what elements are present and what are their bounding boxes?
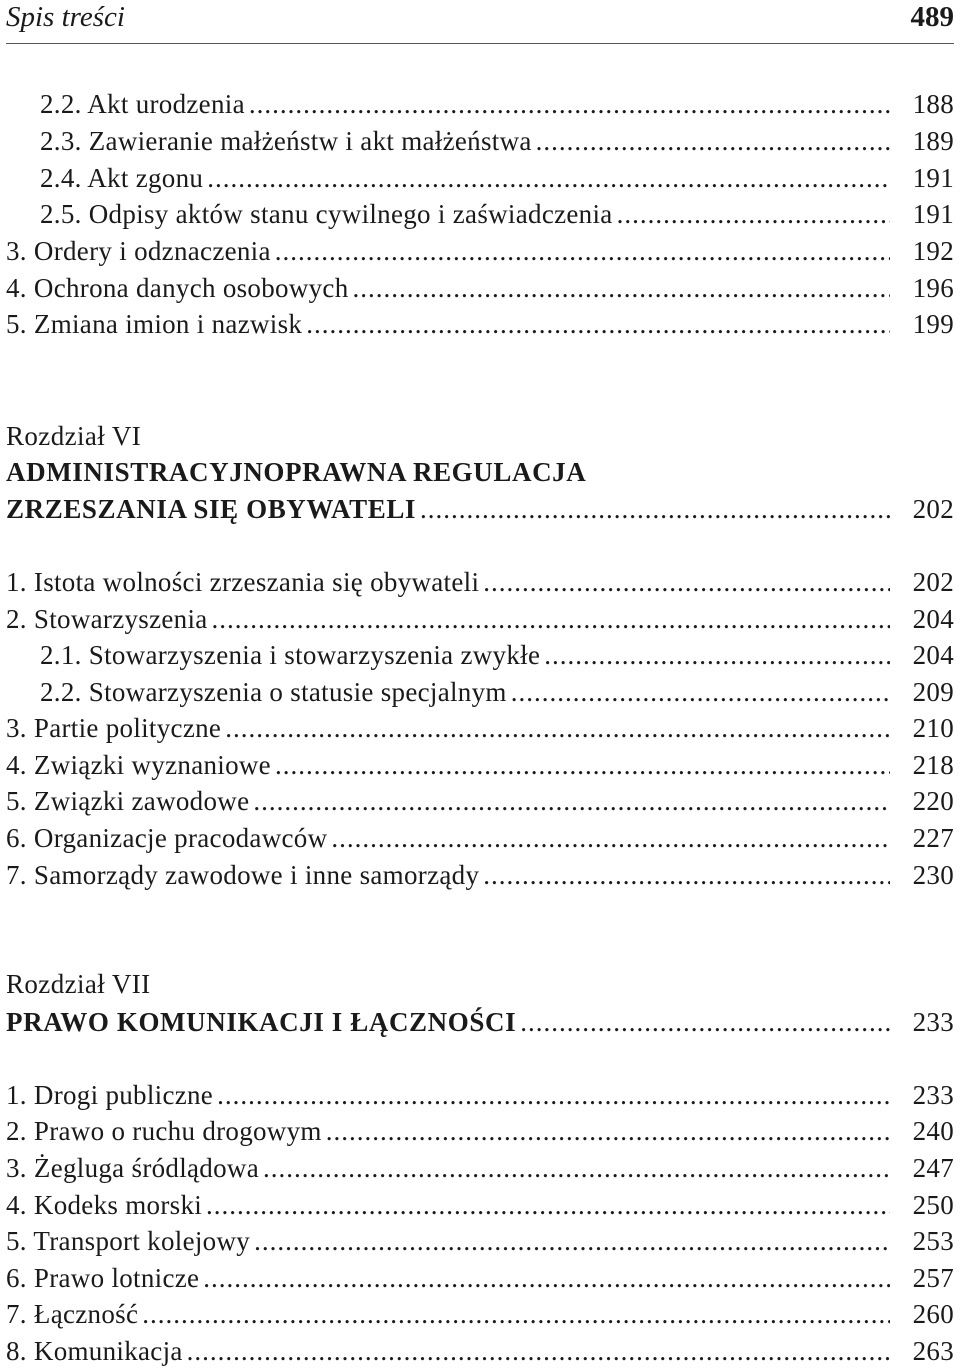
toc-leader-dots [511, 674, 890, 710]
chapter-title-entry [6, 491, 954, 527]
toc-leader-dots [206, 1187, 890, 1223]
toc-leader-dots [225, 710, 890, 746]
toc-entry [6, 1150, 954, 1186]
toc-entry-page: 247 [912, 1153, 954, 1183]
toc-leader-dots [420, 491, 890, 527]
toc-entry-text: 5. Transport kolejowy [6, 1226, 251, 1256]
toc-entry-text: 2.2. Stowarzyszenia o statusie specjalnym [40, 677, 507, 707]
toc-leader-dots [142, 1296, 890, 1332]
toc-leader-dots [544, 637, 890, 673]
toc-entry [6, 1296, 954, 1332]
toc-entry-page: 210 [912, 713, 954, 743]
toc-entry-text: 4. Ochrona danych osobowych [6, 273, 349, 303]
toc-entry [40, 674, 954, 710]
toc-entry-page: 227 [912, 823, 954, 853]
toc-entry-text: 4. Kodeks morski [6, 1190, 203, 1220]
toc-entry-text: 6. Prawo lotnicze [6, 1263, 200, 1293]
toc-entry-page: 230 [912, 860, 954, 890]
toc-entry-text: 1. Drogi publiczne [6, 1080, 214, 1110]
toc-entry-text: 2.4. Akt zgonu [40, 163, 204, 193]
toc-leader-dots [520, 1004, 890, 1040]
toc-leader-dots [331, 820, 890, 856]
chapter-label: Rozdział VI [6, 421, 142, 451]
toc-leader-dots [207, 160, 890, 196]
toc-entry-page: 250 [912, 1190, 954, 1220]
toc-leader-dots [617, 196, 890, 232]
toc-entry-page: 260 [912, 1299, 954, 1329]
toc-leader-dots [483, 857, 890, 893]
chapter-title-entry [6, 1004, 954, 1040]
toc-leader-dots [326, 1113, 890, 1149]
toc-entry-text: 2.3. Zawieranie małżeństw i akt małżeństwa [40, 126, 532, 156]
toc-entry-page: 240 [912, 1116, 954, 1146]
toc-leader-dots [275, 233, 890, 269]
toc-entry-text: 3. Partie polityczne [6, 713, 222, 743]
toc-entry-text: 7. Samorządy zawodowe i inne samorządy [6, 860, 480, 890]
toc-entry-page: 220 [912, 786, 954, 816]
toc-entry-text: 5. Zmiana imion i nazwisk [6, 309, 303, 339]
toc-leader-dots [306, 306, 890, 342]
toc-leader-dots [217, 1077, 890, 1113]
toc-entry [6, 1260, 954, 1296]
toc-entry-page: 253 [912, 1226, 954, 1256]
toc-entry-text: 7. Łączność [6, 1299, 139, 1329]
toc-leader-dots [353, 270, 890, 306]
toc-entry [40, 86, 954, 122]
chapter-title: ADMINISTRACYJNOPRAWNA REGULACJA [6, 457, 587, 487]
toc-leader-dots [536, 123, 890, 159]
running-title: Spis treści [6, 1, 125, 33]
toc-entry [6, 1333, 954, 1369]
toc-entry-text: 2.2. Akt urodzenia [40, 89, 245, 119]
toc-entry-page: 202 [912, 494, 954, 524]
toc-entry [6, 306, 954, 342]
toc-entry-page: 218 [912, 750, 954, 780]
toc-entry-page: 188 [912, 89, 954, 119]
toc-entry [40, 637, 954, 673]
toc-entry [6, 710, 954, 746]
toc-entry [6, 1223, 954, 1259]
toc-entry-text: 2.5. Odpisy aktów stanu cywilnego i zaświadczenia [40, 199, 613, 229]
toc-entry-text: 5. Związki zawodowe [6, 786, 250, 816]
toc-entry [6, 1113, 954, 1149]
toc-entry [6, 1187, 954, 1223]
toc-entry-text: 3. Żegluga śródlądowa [6, 1153, 259, 1183]
toc-entry [40, 196, 954, 232]
running-page-number: 489 [910, 1, 954, 33]
toc-entry [6, 783, 954, 819]
toc-entry-page: 209 [912, 677, 954, 707]
toc-entry-page: 191 [912, 199, 954, 229]
toc-leader-dots [187, 1333, 890, 1369]
toc-entry-text: 2. Stowarzyszenia [6, 604, 208, 634]
toc-entry-page: 202 [912, 567, 954, 597]
toc-leader-dots [483, 564, 890, 600]
toc-leader-dots [263, 1150, 890, 1186]
toc-entry-page: 189 [912, 126, 954, 156]
toc-entry-text: 6. Organizacje pracodawców [6, 823, 328, 853]
toc-leader-dots [212, 601, 890, 637]
toc-entry-page: 199 [912, 309, 954, 339]
toc-entry [6, 564, 954, 600]
toc-entry-text: 2. Prawo o ruchu drogowym [6, 1116, 322, 1146]
toc-entry [6, 233, 954, 269]
toc-entry [6, 270, 954, 306]
toc-entry-text: 4. Związki wyznaniowe [6, 750, 271, 780]
toc-entry [40, 123, 954, 159]
toc-entry-page: 204 [912, 640, 954, 670]
toc-entry-text: 3. Ordery i odznaczenia [6, 236, 271, 266]
toc-leader-dots [249, 86, 890, 122]
toc-entry-text: 1. Istota wolności zrzeszania się obywateli [6, 567, 480, 597]
toc-leader-dots [275, 747, 890, 783]
toc-entry [6, 601, 954, 637]
toc-entry [6, 857, 954, 893]
running-header [6, 0, 954, 44]
toc-entry-page: 196 [912, 273, 954, 303]
toc-leader-dots [254, 1223, 890, 1259]
toc-entry-page: 233 [912, 1007, 954, 1037]
chapter-label: Rozdział VII [6, 969, 151, 999]
toc-entry [6, 747, 954, 783]
chapter-title: ZRZESZANIA SIĘ OBYWATELI [6, 494, 417, 524]
toc-entry-page: 191 [912, 163, 954, 193]
toc-entry-page: 192 [912, 236, 954, 266]
toc-leader-dots [253, 783, 890, 819]
toc-entry-text: 2.1. Stowarzyszenia i stowarzyszenia zwykłe [40, 640, 541, 670]
toc-entry-page: 263 [912, 1336, 954, 1366]
toc-entry-page: 233 [912, 1080, 954, 1110]
toc-entry-page: 257 [912, 1263, 954, 1293]
toc-entry [40, 160, 954, 196]
toc-entry [6, 820, 954, 856]
toc-leader-dots [203, 1260, 890, 1296]
toc-entry-text: 8. Komunikacja [6, 1336, 183, 1366]
toc-entry [6, 1077, 954, 1113]
chapter-title: PRAWO KOMUNIKACJI I ŁĄCZNOŚCI [6, 1007, 517, 1037]
toc-entry-page: 204 [912, 604, 954, 634]
